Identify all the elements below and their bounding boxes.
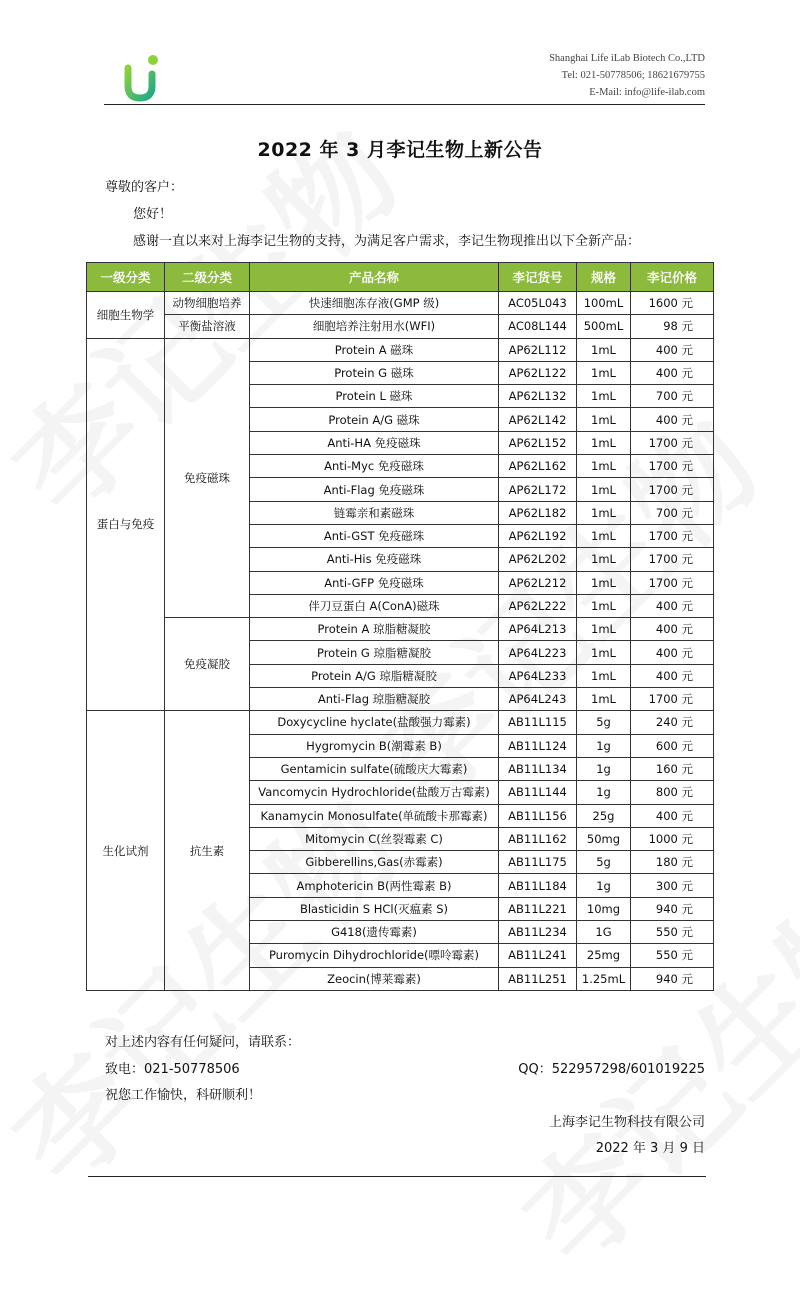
price-cell: 1700 元 — [631, 524, 714, 547]
spec-cell: 1mL — [577, 385, 631, 408]
page-title: 2022 年 3 月李记生物上新公告 — [257, 139, 543, 161]
closing-wish: 祝您工作愉快，科研顺利！ — [105, 1088, 262, 1103]
sku-cell: AP62L162 — [499, 455, 577, 478]
sku-cell: AB11L115 — [499, 711, 577, 734]
price-cell: 1000 元 — [631, 827, 714, 850]
subcategory-cell: 平衡盐溶液 — [165, 315, 250, 338]
company-english-name: Shanghai Life iLab Biotech Co.,LTD — [549, 53, 705, 64]
product-table-body — [87, 292, 714, 991]
price-cell: 400 元 — [631, 664, 714, 687]
spec-cell: 1.25mL — [577, 967, 631, 990]
product-name-cell: Protein A/G 磁珠 — [250, 408, 499, 431]
sku-cell: AP62L132 — [499, 385, 577, 408]
price-cell: 940 元 — [631, 967, 714, 990]
product-name-cell: Zeocin(博莱霉素) — [250, 967, 499, 990]
spec-cell: 1mL — [577, 664, 631, 687]
greeting: 您好！ — [133, 207, 173, 222]
product-name-cell: Anti-Myc 免疫磁珠 — [250, 455, 499, 478]
product-table — [86, 262, 714, 991]
contact-prompt: 对上述内容有任何疑问，请联系： — [105, 1035, 301, 1050]
product-name-cell: Anti-His 免疫磁珠 — [250, 548, 499, 571]
signature-date: 2022 年 3 月 9 日 — [595, 1141, 705, 1156]
product-name-cell: Vancomycin Hydrochloride(盐酸万古霉素) — [250, 781, 499, 804]
category-cell: 细胞生物学 — [87, 292, 165, 339]
sku-cell: AP64L243 — [499, 688, 577, 711]
spec-cell: 1mL — [577, 431, 631, 454]
price-cell: 400 元 — [631, 804, 714, 827]
product-name-cell: 细胞培养注射用水(WFI) — [250, 315, 499, 338]
product-name-cell: Blasticidin S HCl(灭瘟素 S) — [250, 897, 499, 920]
spec-cell: 1g — [577, 757, 631, 780]
product-name-cell: Protein A 磁珠 — [250, 338, 499, 361]
header-sku: 李记货号 — [499, 263, 577, 292]
price-cell: 180 元 — [631, 851, 714, 874]
sku-cell: AP64L223 — [499, 641, 577, 664]
spec-cell: 10mg — [577, 897, 631, 920]
product-name-cell: Anti-Flag 琼脂糖凝胶 — [250, 688, 499, 711]
product-name-cell: Anti-Flag 免疫磁珠 — [250, 478, 499, 501]
product-name-cell: Protein G 琼脂糖凝胶 — [250, 641, 499, 664]
product-name-cell: 伴刀豆蛋白 A(ConA)磁珠 — [250, 594, 499, 617]
sku-cell: AP62L152 — [499, 431, 577, 454]
spec-cell: 500mL — [577, 315, 631, 338]
spec-cell: 1mL — [577, 571, 631, 594]
intro-text: 感谢一直以来对上海李记生物的支持，为满足客户需求，李记生物现推出以下全新产品： — [133, 234, 641, 249]
product-name-cell: Mitomycin C(丝裂霉素 C) — [250, 827, 499, 850]
sku-cell: AP62L202 — [499, 548, 577, 571]
product-name-cell: Anti-GFP 免疫磁珠 — [250, 571, 499, 594]
header-divider — [104, 104, 705, 105]
price-cell: 800 元 — [631, 781, 714, 804]
sku-cell: AB11L144 — [499, 781, 577, 804]
price-cell: 400 元 — [631, 408, 714, 431]
price-cell: 550 元 — [631, 944, 714, 967]
price-cell: 400 元 — [631, 594, 714, 617]
table-row — [87, 711, 714, 734]
price-cell: 1700 元 — [631, 571, 714, 594]
header-subcategory: 二级分类 — [165, 263, 250, 292]
signature-company: 上海李记生物科技有限公司 — [548, 1115, 705, 1130]
price-cell: 1600 元 — [631, 292, 714, 315]
salutation: 尊敬的客户： — [105, 180, 184, 195]
price-cell: 400 元 — [631, 641, 714, 664]
product-name-cell: Anti-HA 免疫磁珠 — [250, 431, 499, 454]
product-name-cell: Amphotericin B(两性霉素 B) — [250, 874, 499, 897]
spec-cell: 5g — [577, 711, 631, 734]
sku-cell: AP62L192 — [499, 524, 577, 547]
price-cell: 550 元 — [631, 921, 714, 944]
table-header-row — [87, 263, 714, 292]
spec-cell: 1mL — [577, 478, 631, 501]
sku-cell: AP64L213 — [499, 618, 577, 641]
sku-cell: AP62L182 — [499, 501, 577, 524]
product-name-cell: Protein A/G 琼脂糖凝胶 — [250, 664, 499, 687]
table-row — [87, 618, 714, 641]
product-name-cell: 链霉亲和素磁珠 — [250, 501, 499, 524]
product-name-cell: Anti-GST 免疫磁珠 — [250, 524, 499, 547]
sku-cell: AB11L241 — [499, 944, 577, 967]
price-cell: 1700 元 — [631, 548, 714, 571]
company-info — [549, 50, 705, 101]
spec-cell: 5g — [577, 851, 631, 874]
product-name-cell: 快速细胞冻存液(GMP 级) — [250, 292, 499, 315]
sku-cell: AB11L251 — [499, 967, 577, 990]
spec-cell: 1G — [577, 921, 631, 944]
sku-cell: AC05L043 — [499, 292, 577, 315]
price-cell: 160 元 — [631, 757, 714, 780]
spec-cell: 1mL — [577, 548, 631, 571]
price-cell: 400 元 — [631, 618, 714, 641]
product-name-cell: Kanamycin Monosulfate(单硫酸卡那霉素) — [250, 804, 499, 827]
table-row — [87, 292, 714, 315]
price-cell: 1700 元 — [631, 431, 714, 454]
price-cell: 940 元 — [631, 897, 714, 920]
spec-cell: 1mL — [577, 338, 631, 361]
category-cell: 蛋白与免疫 — [87, 338, 165, 711]
spec-cell: 1mL — [577, 524, 631, 547]
company-tel: Tel: 021-50778506; 18621679755 — [561, 70, 705, 81]
sku-cell: AP62L222 — [499, 594, 577, 617]
spec-cell: 1mL — [577, 408, 631, 431]
subcategory-cell: 动物细胞培养 — [165, 292, 250, 315]
product-name-cell: Hygromycin B(潮霉素 B) — [250, 734, 499, 757]
contact-phone: 致电：021-50778506 — [105, 1062, 240, 1077]
table-row — [87, 338, 714, 361]
spec-cell: 1g — [577, 734, 631, 757]
price-cell: 400 元 — [631, 361, 714, 384]
product-name-cell: Gentamicin sulfate(硫酸庆大霉素) — [250, 757, 499, 780]
spec-cell: 25g — [577, 804, 631, 827]
spec-cell: 1mL — [577, 641, 631, 664]
price-cell: 1700 元 — [631, 478, 714, 501]
spec-cell: 1mL — [577, 361, 631, 384]
price-cell: 240 元 — [631, 711, 714, 734]
company-logo — [122, 52, 162, 102]
sku-cell: AP62L122 — [499, 361, 577, 384]
table-row — [87, 315, 714, 338]
sku-cell: AB11L134 — [499, 757, 577, 780]
sku-cell: AB11L234 — [499, 921, 577, 944]
contact-qq: QQ：522957298/601019225 — [518, 1062, 705, 1077]
price-cell: 98 元 — [631, 315, 714, 338]
spec-cell: 1mL — [577, 618, 631, 641]
price-cell: 300 元 — [631, 874, 714, 897]
sku-cell: AB11L162 — [499, 827, 577, 850]
subcategory-cell: 抗生素 — [165, 711, 250, 991]
sku-cell: AB11L221 — [499, 897, 577, 920]
header-price: 李记价格 — [631, 263, 714, 292]
product-name-cell: Puromycin Dihydrochloride(嘌呤霉素) — [250, 944, 499, 967]
sku-cell: AP62L212 — [499, 571, 577, 594]
spec-cell: 1mL — [577, 594, 631, 617]
sku-cell: AP62L112 — [499, 338, 577, 361]
header-product-name: 产品名称 — [250, 263, 499, 292]
sku-cell: AC08L144 — [499, 315, 577, 338]
subcategory-cell: 免疫磁珠 — [165, 338, 250, 618]
footer-divider — [88, 1176, 706, 1177]
price-cell: 700 元 — [631, 385, 714, 408]
sku-cell: AP64L233 — [499, 664, 577, 687]
price-cell: 1700 元 — [631, 455, 714, 478]
header-category: 一级分类 — [87, 263, 165, 292]
spec-cell: 1g — [577, 874, 631, 897]
spec-cell: 1mL — [577, 501, 631, 524]
price-cell: 600 元 — [631, 734, 714, 757]
spec-cell: 1g — [577, 781, 631, 804]
category-cell: 生化试剂 — [87, 711, 165, 991]
spec-cell: 25mg — [577, 944, 631, 967]
spec-cell: 100mL — [577, 292, 631, 315]
price-cell: 700 元 — [631, 501, 714, 524]
header-spec: 规格 — [577, 263, 631, 292]
spec-cell: 1mL — [577, 688, 631, 711]
price-cell: 1700 元 — [631, 688, 714, 711]
subcategory-cell: 免疫凝胶 — [165, 618, 250, 711]
product-name-cell: Protein A 琼脂糖凝胶 — [250, 618, 499, 641]
product-name-cell: G418(遗传霉素) — [250, 921, 499, 944]
spec-cell: 50mg — [577, 827, 631, 850]
product-name-cell: Protein G 磁珠 — [250, 361, 499, 384]
sku-cell: AP62L172 — [499, 478, 577, 501]
product-name-cell: Doxycycline hyclate(盐酸强力霉素) — [250, 711, 499, 734]
company-email[interactable]: E-Mail: info@life-ilab.com — [589, 87, 705, 98]
product-name-cell: Protein L 磁珠 — [250, 385, 499, 408]
sku-cell: AB11L124 — [499, 734, 577, 757]
product-name-cell: Gibberellins,Gas(赤霉素) — [250, 851, 499, 874]
price-cell: 400 元 — [631, 338, 714, 361]
sku-cell: AB11L156 — [499, 804, 577, 827]
spec-cell: 1mL — [577, 455, 631, 478]
sku-cell: AB11L184 — [499, 874, 577, 897]
sku-cell: AP62L142 — [499, 408, 577, 431]
sku-cell: AB11L175 — [499, 851, 577, 874]
